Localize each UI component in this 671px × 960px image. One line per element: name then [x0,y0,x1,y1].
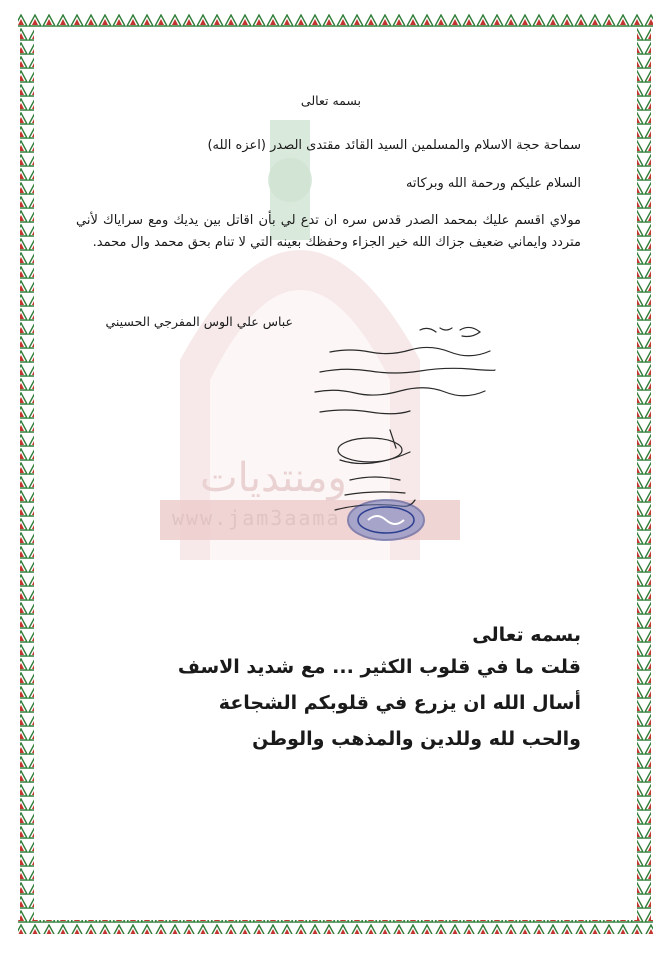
letter-body: مولاي اقسم عليك بمحمد الصدر قدس سره ان تدع لي بأن اقاتل بين يديك ومع سراياك لأني متردد وايماني ضعيف جزاك الله خير الجزاء وحفظك بعينه التي لا تنام بحق محمد وال محمد. [76,213,581,250]
watermark-url: www.jam3aama [172,506,341,530]
reply-line-4: والحب لله وللدين والمذهب والوطن [252,728,581,750]
letter-heading: بسمه تعالى [300,93,361,108]
seal-stamp [346,498,426,542]
reply-line-3: أسال الله ان يزرع في قلوبكم الشجاعة [218,692,581,714]
letter-sender: عباس علي الوس المفرجي الحسيني [105,314,293,329]
reply-line-1: بسمه تعالى [472,624,581,646]
reply-line-2: قلت ما في قلوب الكثير ... مع شديد الاسف [177,656,581,678]
watermark-text: ومنتديات [200,455,347,501]
letter-greeting: السلام عليكم ورحمة الله وبركاته [405,176,581,191]
letter-addressee: سماحة حجة الاسلام والمسلمين السيد القائد مقتدى الصدر (اعزه الله) [207,138,581,153]
